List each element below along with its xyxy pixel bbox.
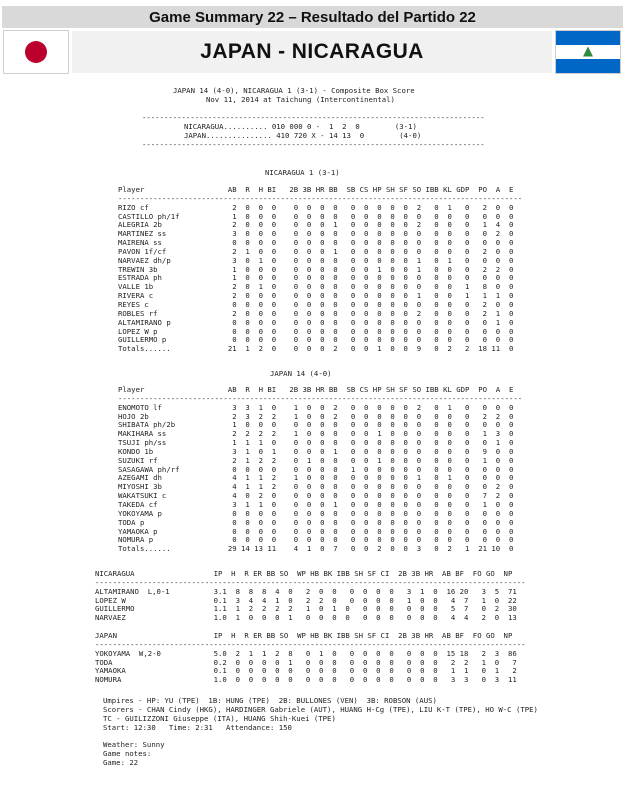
note-line: Weather: Sunny	[103, 740, 165, 750]
linescore-row-japan: JAPAN............... 410 720 X - 14 13 0 (4-0)	[184, 130, 422, 140]
table-row: TREWIN 3b 1 0 0 0 0 0 0 0 0 0 1 0 0 1 0 0 0 2 2 0	[118, 264, 514, 274]
table-row: REYES c 0 0 0 0 0 0 0 0 0 0 0 0 0 0 0 0 0 2 0 0	[118, 299, 514, 309]
table-row: TODA p 0 0 0 0 0 0 0 0 0 0 0 0 0 0 0 0 0 0 0 0	[118, 517, 514, 527]
table-row: ESTRADA ph 1 0 0 0 0 0 0 0 0 0 0 0 0 0 0 0 0 0 0 0	[118, 273, 514, 283]
game-notes	[103, 697, 538, 768]
table-row: YOKOYAMA p 0 0 0 0 0 0 0 0 0 0 0 0 0 0 0 0 0 0 0 0	[118, 508, 514, 518]
batting-table-nicaragua	[118, 186, 522, 354]
table-row: MAKIHARA ss 2 2 2 2 1 0 0 0 0 0 1 0 0 0 0 0 0 1 3 0	[118, 429, 514, 439]
linescore-divider: ------------------------------------------------------------------------------	[142, 113, 485, 122]
table-header: Player AB R H BI 2B 3B HR BB SB CS HP SH SF SO IBB KL GDP PO A E	[118, 385, 514, 394]
table-row: KONDO 1b 3 1 0 1 0 0 0 1 0 0 0 0 0 0 0 0 0 9 0 0	[118, 446, 514, 456]
japan-flag-icon	[3, 30, 69, 74]
table-row: NOMURA 1.0 0 0 0 0 0 0 0 0 0 0 0 0 0 0 0 3 3 0 3 11	[95, 675, 517, 685]
totals-row: Totals...... 29 14 13 11 4 1 0 7 0 0 2 0 0 3 0 2 1 21 10 0	[118, 544, 514, 554]
game-summary-title: Game Summary 22 – Resultado del Partido 22	[2, 6, 623, 28]
linescore-row-nicaragua: NICARAGUA.......... 010 000 0 - 1 2 0 (3-1)	[184, 121, 417, 131]
table-row: MAIRENA ss 0 0 0 0 0 0 0 0 0 0 0 0 0 0 0 0 0 0 0 0	[118, 238, 514, 248]
pitching-table-nicaragua	[95, 570, 526, 623]
table-row: GUILLERMO p 0 0 0 0 0 0 0 0 0 0 0 0 0 0 0 0 0 0 0 0	[118, 335, 514, 345]
summary-block	[173, 87, 415, 105]
table-divider: --------------------------------------------------------------------------------------------	[118, 193, 523, 203]
table-row: LOPEZ W p 0 0 0 0 0 0 0 0 0 0 0 0 0 0 0 0 0 0 0 0	[118, 326, 514, 336]
note-line: Umpires - HP: YU (TPE) 1B: HUNG (TPE) 2B: BULLONES (VEN) 3B: ROBSON (AUS)	[103, 696, 437, 705]
nicaragua-flag-icon	[555, 30, 621, 74]
table-row: YOKOYAMA W,2-0 5.0 2 1 1 2 8 0 1 0 0 0 0 0 0 0 0 15 18 2 3 86	[95, 648, 517, 658]
table-row: PAVON 1f/cf 2 1 0 0 0 0 0 1 0 0 0 0 0 0 0 0 0 2 0 0	[118, 246, 514, 256]
table-row: ALTAMIRANO p 0 0 0 0 0 0 0 0 0 0 0 0 0 0 0 0 0 0 1 0	[118, 317, 514, 327]
table-row: RIZO cf 2 0 0 0 0 0 0 0 0 0 0 0 0 2 0 1 0 2 0 0	[118, 202, 514, 212]
note-line	[103, 732, 538, 741]
table-row: MIYOSHI 3b 4 1 1 2 0 0 0 0 0 0 0 0 0 0 0 0 0 0 2 0	[118, 482, 514, 492]
table-row: SASAGAWA ph/rf 0 0 0 0 0 0 0 0 1 0 0 0 0 0 0 0 0 0 0 0	[118, 464, 514, 474]
table-row: TSUJI ph/ss 1 1 1 0 0 0 0 0 0 0 0 0 0 0 0 0 0 0 1 0	[118, 438, 514, 448]
table-row: MARTINEZ ss 3 0 0 0 0 0 0 0 0 0 0 0 0 0 0 0 0 0 2 0	[118, 229, 514, 239]
table-row: CASTILLO ph/1f 1 0 0 0 0 0 0 0 0 0 0 0 0 0 0 0 0 0 0 0	[118, 211, 514, 221]
table-row: VALLE 1b 2 0 1 0 0 0 0 0 0 0 0 0 0 0 0 0 1 8 0 0	[118, 282, 514, 292]
batting-japan-title: JAPAN 14 (4-0)	[270, 369, 332, 378]
note-line: Game notes:	[103, 749, 152, 759]
table-header: NICARAGUA IP H R ER BB SO WP HB BK IBB SH SF CI 2B 3B HR AB BF FO GO NP	[95, 569, 513, 578]
table-row: AZEGAMI dh 4 1 1 2 1 0 0 0 0 0 0 0 0 1 0 1 0 0 0 0	[118, 473, 514, 483]
table-row: ENOMOTO lf 3 3 1 0 1 0 0 2 0 0 0 0 0 2 0 1 0 0 0 0	[118, 402, 514, 412]
table-row: LOPEZ W 0.1 3 4 4 1 0 2 2 0 0 0 0 0 1 0 0 4 7 1 0 22	[95, 595, 517, 605]
batting-table-japan	[118, 386, 522, 554]
table-row: NOMURA p 0 0 0 0 0 0 0 0 0 0 0 0 0 0 0 0 0 0 0 0	[118, 535, 514, 545]
pitching-table-japan	[95, 632, 526, 685]
note-line: Game: 22	[103, 757, 139, 767]
totals-row: Totals...... 21 1 2 0 0 0 0 2 0 0 1 0 0 9 0 2 2 18 11 0	[118, 344, 514, 354]
linescore	[142, 114, 485, 149]
matchup-title: JAPAN - NICARAGUA	[72, 31, 552, 73]
table-row: ROBLES rf 2 0 0 0 0 0 0 0 0 0 0 0 0 2 0 0 0 2 1 0	[118, 308, 514, 318]
table-row: WAKATSUKI c 4 0 2 0 0 0 0 0 0 0 0 0 0 0 0 0 0 7 2 0	[118, 491, 514, 501]
table-row: NARVAEZ 1.0 1 0 0 0 1 0 0 0 0 0 0 0 0 0 0 4 4 2 0 13	[95, 613, 517, 623]
table-row: SHIBATA ph/2b 1 0 0 0 0 0 0 0 0 0 0 0 0 0 0 0 0 0 0 0	[118, 420, 514, 430]
summary-line: JAPAN 14 (4-0), NICARAGUA 1 (3-1) - Composite Box Score	[173, 86, 415, 95]
table-row: YAMAOKA p 0 0 0 0 0 0 0 0 0 0 0 0 0 0 0 0 0 0 0 0	[118, 526, 514, 536]
note-line: TC - GUILIZZONI Giuseppe (ITA), HUANG Shih-Kuei (TPE)	[103, 713, 336, 723]
table-row: YAMAOKA 0.1 0 0 0 0 0 0 0 0 0 0 0 0 0 0 0 1 1 0 1 2	[95, 666, 517, 676]
summary-date-line: Nov 11, 2014 at Taichung (Intercontinental)	[206, 94, 395, 104]
table-row: ALEGRIA 2b 2 0 0 0 0 0 0 1 0 0 0 0 0 2 0 0 0 1 4 0	[118, 220, 514, 230]
table-row: HOJO 2b 2 3 2 2 1 0 0 2 0 0 0 0 0 0 0 0 0 2 2 0	[118, 411, 514, 421]
table-row: ALTAMIRANO L,0-1 3.1 8 8 8 4 0 2 0 0 0 0 0 0 3 1 0 16 20 3 5 71	[95, 586, 517, 596]
linescore-divider: ------------------------------------------------------------------------------	[142, 139, 485, 149]
table-divider: --------------------------------------------------------------------------------------------------	[95, 577, 526, 587]
table-divider: --------------------------------------------------------------------------------------------------	[95, 639, 526, 649]
table-row: TODA 0.2 0 0 0 0 1 0 0 0 0 0 0 0 0 0 0 2 2 1 0 7	[95, 657, 517, 667]
table-divider: --------------------------------------------------------------------------------------------	[118, 393, 523, 403]
note-line: Start: 12:30 Time: 2:31 Attendance: 150	[103, 722, 292, 732]
table-header: JAPAN IP H R ER BB SO WP HB BK IBB SH SF CI 2B 3B HR AB BF FO GO NP	[95, 631, 513, 640]
table-row: SUZUKI rf 2 1 2 2 0 1 0 0 0 0 1 0 0 0 0 0 0 1 0 0	[118, 455, 514, 465]
batting-nicaragua-title: NICARAGUA 1 (3-1)	[265, 168, 340, 177]
table-row: RIVERA c 2 0 0 0 0 0 0 0 0 0 0 0 0 1 0 0 1 1 1 0	[118, 291, 514, 301]
table-row: GUILLERMO 1.1 1 2 2 2 2 1 0 1 0 0 0 0 0 0 0 5 7 0 2 30	[95, 604, 517, 614]
table-header: Player AB R H BI 2B 3B HR BB SB CS HP SH SF SO IBB KL GDP PO A E	[118, 185, 514, 194]
note-line: Scorers - CHAN Cindy (HKG), HARDINGER Gabriele (AUT), HUANG H-Cg (TPE), LIU K-T (TPE), HO W-C (TPE)	[103, 704, 538, 714]
table-row: NARVAEZ dh/p 3 0 1 0 0 0 0 0 0 0 0 0 0 1 0 1 0 0 0 0	[118, 255, 514, 265]
table-row: TAKEDA cf 3 1 1 0 0 0 0 1 0 0 0 0 0 0 0 0 0 1 0 0	[118, 499, 514, 509]
